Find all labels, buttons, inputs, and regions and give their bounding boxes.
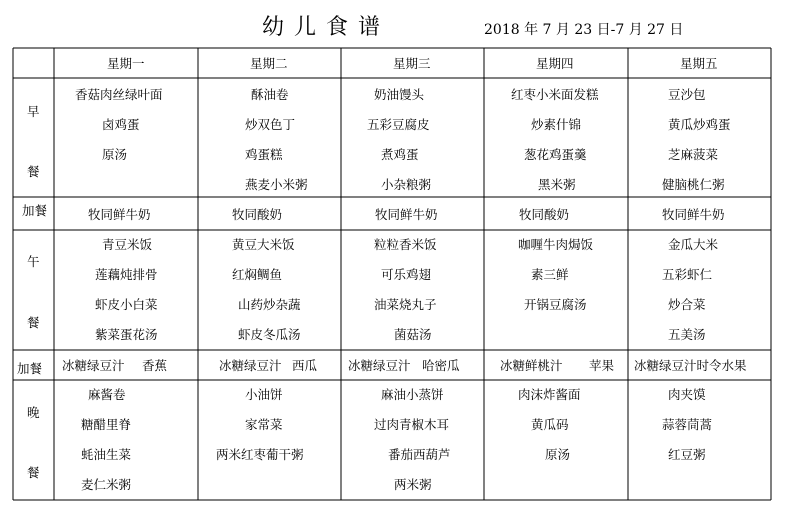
lunch-item: 红焖鲷鱼 (232, 267, 283, 282)
row-label-breakfast-1: 早 (27, 104, 40, 119)
dinner-item: 过肉青椒木耳 (374, 417, 450, 432)
lunch-item: 菌菇汤 (394, 327, 432, 342)
lunch-item: 开锅豆腐汤 (524, 297, 587, 312)
lunch-item: 金瓜大米 (668, 237, 719, 252)
dinner-item: 小油饼 (245, 387, 283, 402)
breakfast-item: 黄瓜炒鸡蛋 (668, 117, 731, 132)
snack-pm-drink: 冰糖绿豆汁 (348, 358, 411, 373)
snack-pm-drink: 冰糖绿豆汁时令水果 (634, 358, 747, 373)
dinner-item: 肉沫炸酱面 (518, 387, 581, 402)
date-range: 2018 年 7 月 23 日-7 月 27 日 (484, 22, 684, 38)
page-title: 幼儿食谱 (262, 15, 391, 40)
breakfast-item: 奶油馒头 (374, 87, 425, 102)
snack-am-item: 牧同鲜牛奶 (375, 207, 438, 222)
row-label-snack-am: 加餐 (22, 203, 48, 218)
lunch-item: 五美汤 (668, 327, 706, 342)
snack-am-item: 牧同鲜牛奶 (662, 207, 725, 222)
header-day-mon: 星期一 (107, 56, 145, 71)
dinner-item: 肉夹馍 (668, 387, 706, 402)
lunch-item: 紫菜蛋花汤 (95, 327, 158, 342)
lunch-item: 山药炒杂蔬 (238, 297, 301, 312)
header-day-wed: 星期三 (393, 56, 431, 71)
row-label-breakfast-2: 餐 (27, 164, 40, 179)
breakfast-item: 卤鸡蛋 (102, 117, 140, 132)
snack-pm-fruit: 哈密瓜 (422, 358, 460, 373)
dinner-item: 糖醋里脊 (81, 417, 132, 432)
breakfast-item: 香菇肉丝绿叶面 (75, 87, 163, 102)
lunch-item: 五彩虾仁 (662, 267, 713, 282)
dinner-item: 蚝油生菜 (81, 447, 132, 462)
snack-pm-fruit: 西瓜 (292, 358, 318, 373)
header-day-tue: 星期二 (250, 56, 288, 71)
lunch-item: 青豆米饭 (102, 237, 153, 252)
lunch-item: 油菜烧丸子 (374, 297, 437, 312)
row-label-snack-pm: 加餐 (17, 361, 43, 376)
row-label-dinner-1: 晚 (27, 405, 40, 420)
dinner-item: 原汤 (545, 447, 571, 462)
snack-pm-drink: 冰糖绿豆汁 (219, 358, 282, 373)
row-label-lunch-2: 餐 (27, 315, 40, 330)
lunch-item: 素三鲜 (531, 267, 569, 282)
breakfast-item: 酥油卷 (251, 87, 289, 102)
dinner-item: 红豆粥 (668, 447, 706, 462)
snack-am-item: 牧同酸奶 (232, 207, 283, 222)
breakfast-item: 健脑桃仁粥 (662, 177, 725, 192)
lunch-item: 咖喱牛肉焗饭 (518, 237, 594, 252)
breakfast-item: 五彩豆腐皮 (367, 117, 430, 132)
breakfast-item: 葱花鸡蛋羹 (524, 147, 587, 162)
breakfast-item: 豆沙包 (668, 87, 706, 102)
dinner-item: 黄瓜码 (531, 417, 569, 432)
snack-am-item: 牧同酸奶 (519, 207, 570, 222)
lunch-item: 可乐鸡翅 (381, 267, 432, 282)
lunch-item: 虾皮冬瓜汤 (238, 327, 301, 342)
dinner-item: 蒜蓉茼蒿 (662, 417, 713, 432)
snack-pm-fruit: 苹果 (589, 358, 615, 373)
breakfast-item: 煮鸡蛋 (381, 147, 419, 162)
dinner-item: 麦仁米粥 (81, 477, 132, 492)
breakfast-item: 芝麻菠菜 (668, 147, 719, 162)
snack-pm-fruit: 香蕉 (142, 358, 168, 373)
dinner-item: 两米红枣葡干粥 (216, 447, 304, 462)
lunch-item: 黄豆大米饭 (232, 237, 295, 252)
dinner-item: 两米粥 (394, 477, 432, 492)
breakfast-item: 鸡蛋糕 (245, 147, 283, 162)
breakfast-item: 红枣小米面发糕 (511, 87, 599, 102)
breakfast-item: 原汤 (102, 147, 128, 162)
header-day-fri: 星期五 (680, 56, 718, 71)
lunch-item: 莲藕炖排骨 (95, 267, 158, 282)
snack-pm-drink: 冰糖绿豆汁 (62, 358, 125, 373)
breakfast-item: 炒素什锦 (531, 117, 582, 132)
row-label-dinner-2: 餐 (27, 465, 40, 480)
breakfast-item: 炒双色丁 (245, 117, 296, 132)
lunch-item: 炒合菜 (668, 297, 706, 312)
snack-pm-drink: 冰糖鲜桃汁 (500, 358, 563, 373)
breakfast-item: 黑米粥 (538, 177, 576, 192)
breakfast-item: 小杂粮粥 (381, 177, 432, 192)
snack-am-item: 牧同鲜牛奶 (88, 207, 151, 222)
breakfast-item: 燕麦小米粥 (245, 177, 308, 192)
dinner-item: 家常菜 (245, 417, 283, 432)
row-label-lunch-1: 午 (27, 254, 40, 269)
lunch-item: 粒粒香米饭 (374, 237, 437, 252)
dinner-item: 番茄西葫芦 (388, 447, 451, 462)
lunch-item: 虾皮小白菜 (95, 297, 158, 312)
dinner-item: 麻油小蒸饼 (381, 387, 444, 402)
dinner-item: 麻酱卷 (88, 387, 126, 402)
header-day-thu: 星期四 (536, 56, 574, 71)
